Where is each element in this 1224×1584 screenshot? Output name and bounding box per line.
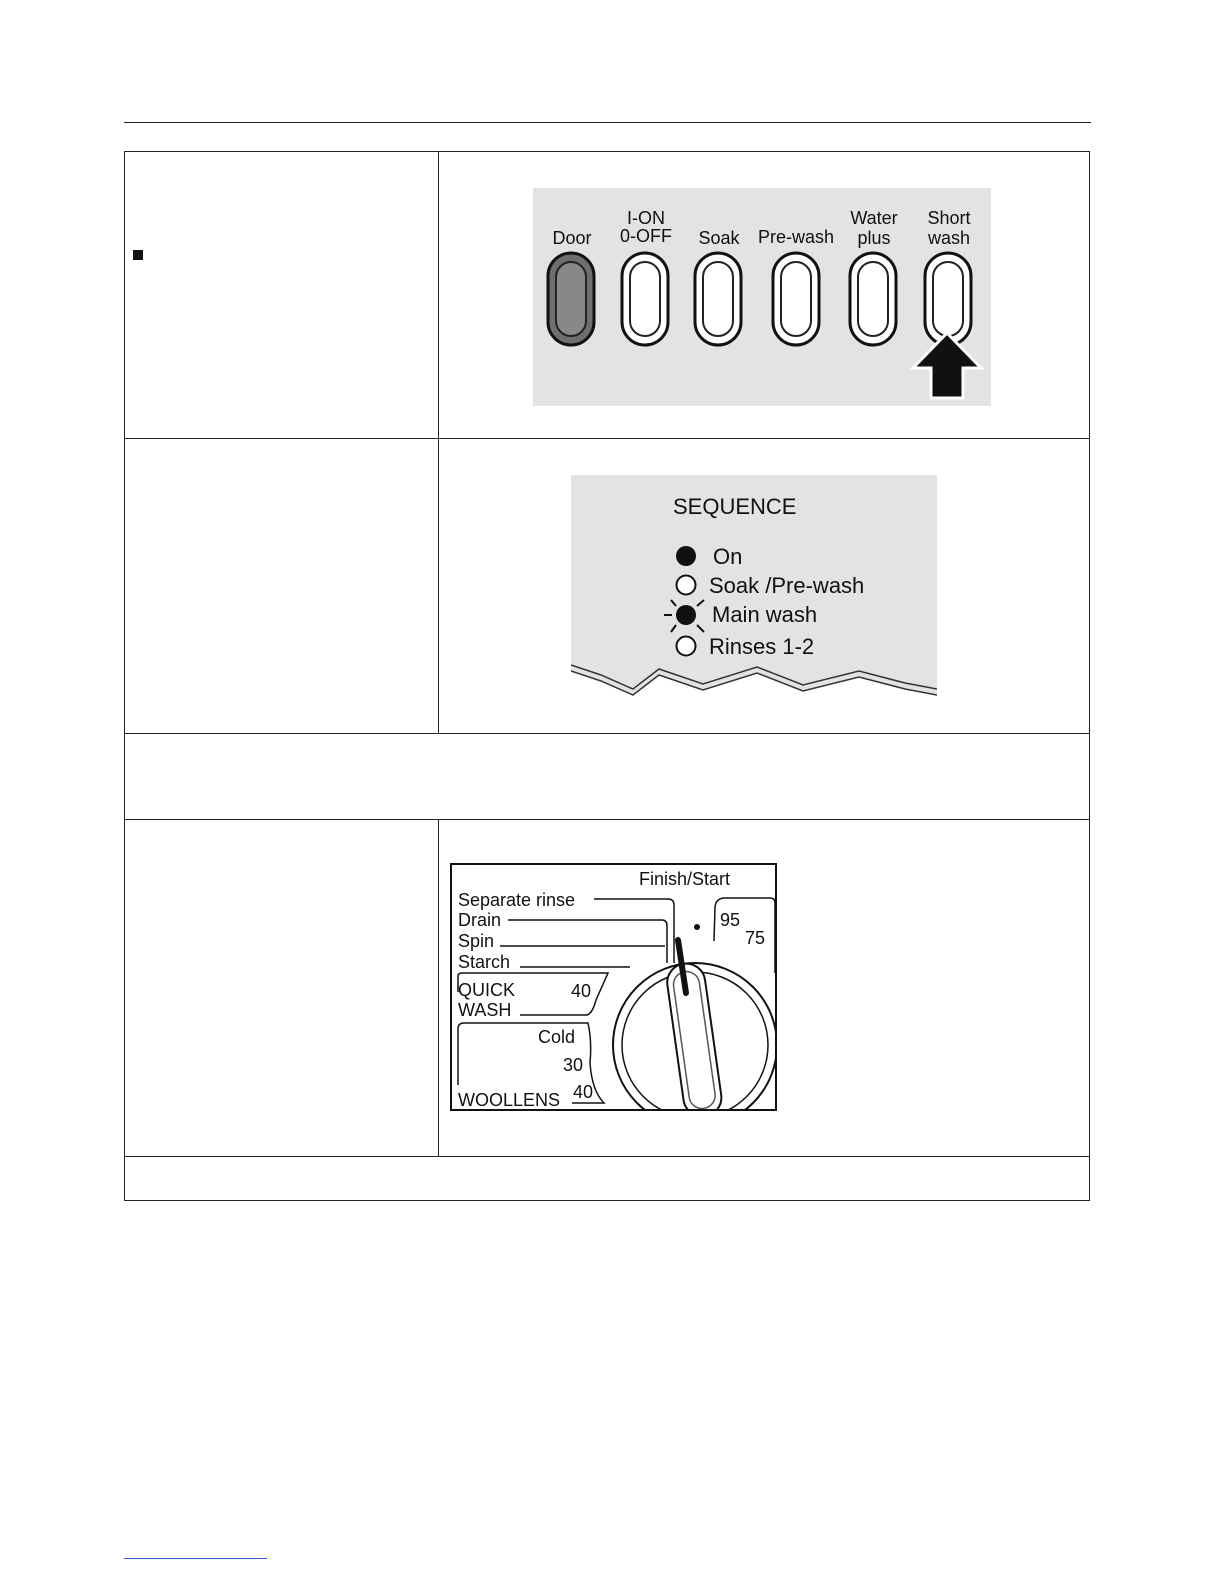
label-temp-75: 75 xyxy=(745,928,766,948)
label-drain: Drain xyxy=(458,910,502,930)
sequence-item-main-wash: Main wash xyxy=(712,602,818,627)
dot-marker xyxy=(694,924,700,930)
button-label: plus xyxy=(857,228,891,248)
sequence-item-rinses: Rinses 1-2 xyxy=(709,634,815,659)
sequence-item-soak-prewash: Soak /Pre-wash xyxy=(709,573,865,598)
button-short-wash[interactable] xyxy=(925,208,971,345)
button-on-off[interactable] xyxy=(620,208,672,345)
row-divider xyxy=(125,1156,1089,1157)
column-divider xyxy=(438,819,439,1156)
button-water-plus[interactable] xyxy=(850,208,898,345)
button-label: Short xyxy=(927,208,971,228)
label-starch: Starch xyxy=(458,952,511,972)
button-label: Door xyxy=(552,228,592,248)
footer-link-rule xyxy=(124,1558,267,1559)
label-spin: Spin xyxy=(458,931,495,951)
sequence-panel xyxy=(571,475,937,707)
label-quick-temp: 40 xyxy=(571,981,592,1001)
bullet-square-icon xyxy=(133,250,143,260)
sequence-item-on: On xyxy=(713,544,743,569)
row-divider xyxy=(125,438,1089,439)
column-divider xyxy=(438,152,439,733)
button-label: Water xyxy=(850,208,898,228)
label-woollens-temp: 40 xyxy=(573,1082,594,1102)
sequence-title: SEQUENCE xyxy=(673,494,797,519)
button-label: Pre-wash xyxy=(757,227,835,247)
top-rule xyxy=(124,122,1091,123)
label-wash: WASH xyxy=(458,1000,512,1020)
button-label: I-ON xyxy=(627,208,665,228)
led-off-icon xyxy=(677,637,696,656)
button-soak[interactable] xyxy=(695,228,741,345)
button-label: wash xyxy=(927,228,971,248)
led-on-icon xyxy=(676,546,696,566)
label-woollens: WOOLLENS xyxy=(458,1090,561,1110)
led-off-icon xyxy=(677,576,696,595)
label-temp-95: 95 xyxy=(720,910,741,930)
row-divider xyxy=(125,733,1089,734)
label-separate-rinse: Separate rinse xyxy=(458,890,576,910)
label-quick: QUICK xyxy=(458,980,516,1000)
label-temp-30: 30 xyxy=(563,1055,584,1075)
button-label: Soak xyxy=(698,228,740,248)
arrow-up-icon xyxy=(913,333,981,398)
button-panel xyxy=(533,188,991,406)
button-door[interactable] xyxy=(548,228,594,345)
label-finish-start: Finish/Start xyxy=(639,869,731,889)
programme-dial-panel xyxy=(450,863,777,1111)
button-label: 0-OFF xyxy=(620,226,672,246)
button-pre-wash[interactable] xyxy=(758,227,834,345)
label-cold: Cold xyxy=(538,1027,576,1047)
row-divider xyxy=(125,819,1089,820)
led-blinking-icon xyxy=(664,600,704,632)
